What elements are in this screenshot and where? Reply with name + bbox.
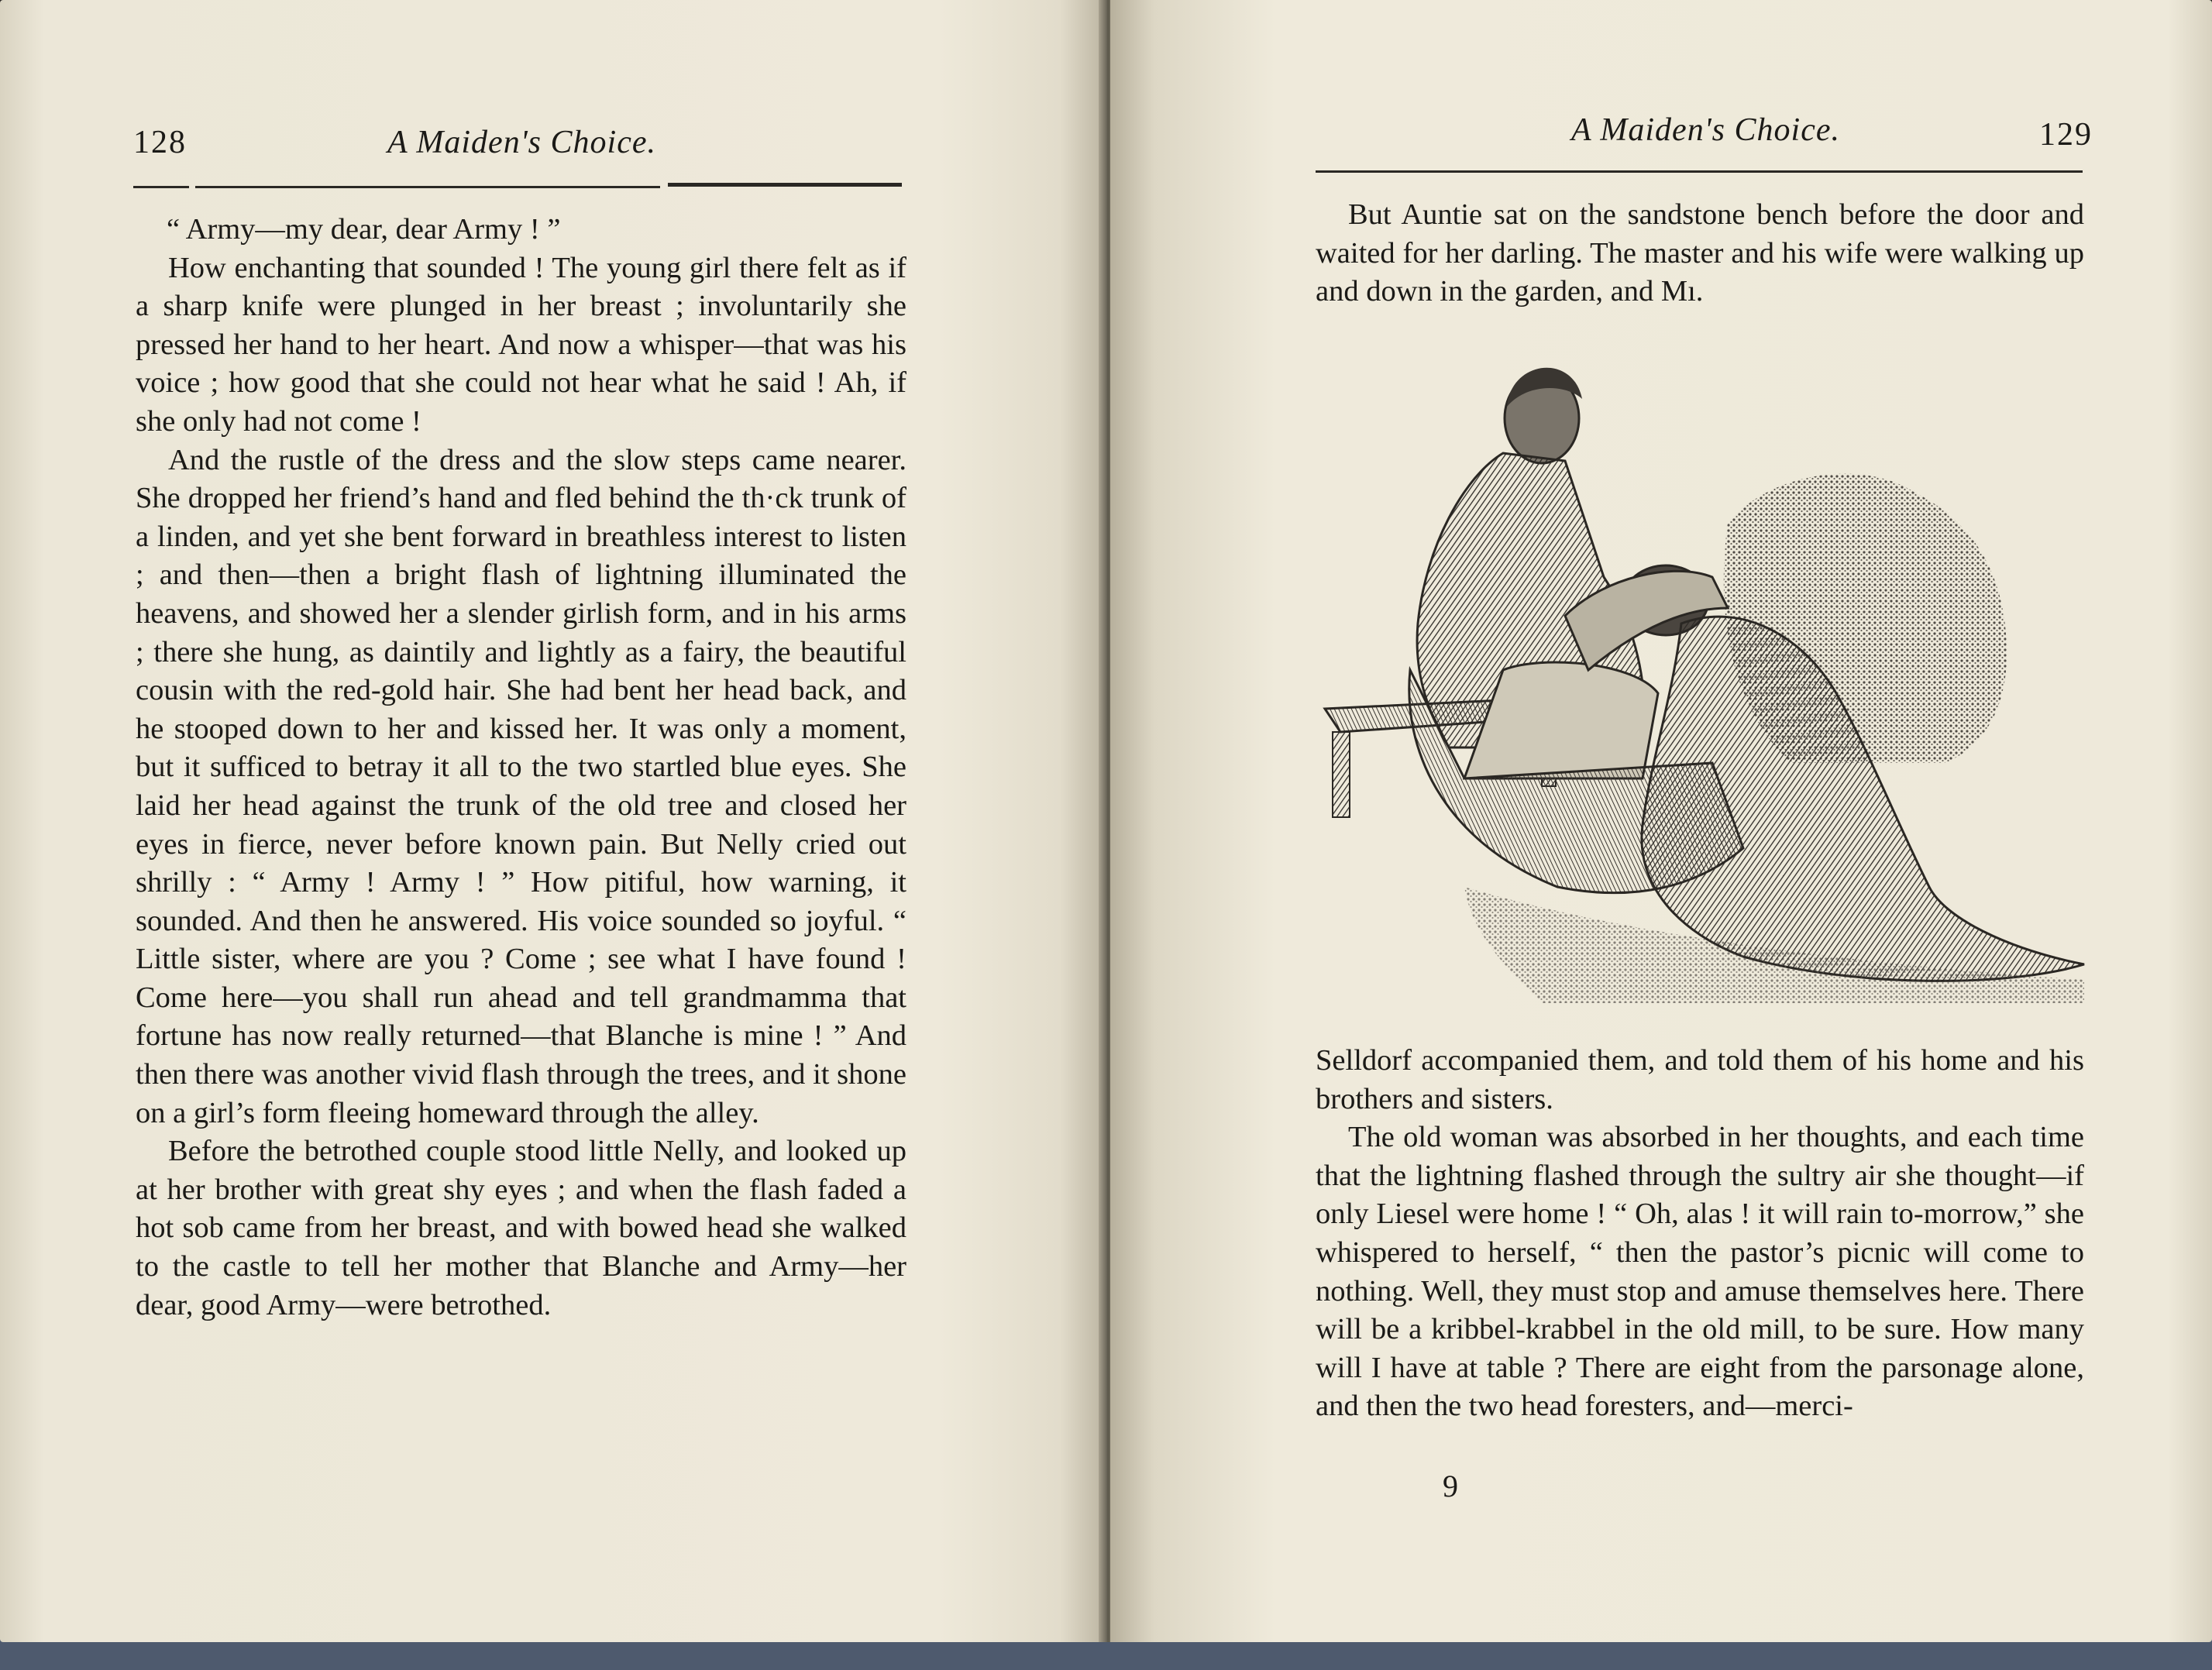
- left-header-rule-2: [195, 186, 660, 188]
- left-paragraph-4: Before the betrothed couple stood little Nelly, and looked up at her brother with great shy eyes ; and when the flash faded a hot sob came from her breast, and with bowed head she walked to the castle to tell her mother that Blanche and Army—her dear, good Army—were betrothed.: [136, 1135, 906, 1321]
- bench-leg-left: [1333, 732, 1350, 817]
- left-page-body: [136, 211, 906, 1325]
- left-paragraph-1: “ Army—my dear, dear Army ! ”: [167, 213, 561, 246]
- right-running-head-title: A Maiden's Choice.: [1571, 112, 1840, 148]
- right-page-number: 129: [2039, 117, 2093, 153]
- left-paragraph-3: And the rustle of the dress and the slow steps came nearer. She dropped her friend’s hand and fled behind the th·ck trunk of a linden, and yet she bent forward in breathless interest to listen ; and then—then a bright flash of lightning illuminated the heavens, and showed her a slender girlish form, and in his arms ; there she hung, as daintily and lightly as a fairy, the beautiful cousin with the red-gold hair. She had bent her head back, and he stooped down to her and kissed her. It was only a moment, but it sufficed to betray it all to the two startled blue eyes. She laid her head against the trunk of the old tree and closed her eyes in fierce, never before known pain. But Nelly cried out shrilly : “ Army ! Army ! ” How pitiful, how warning, it sounded. And then he answered. His voice sounded so joyful. “ Little sister, where are you ? Come ; see what I have found ! Come here—you shall run ahead and tell grandmamma that fortune has now really returned—that Blanche is mine ! ” And then there was another vivid flash through the trees, and it shone on a girl’s form fleeing homeward through the alley.: [136, 443, 906, 1129]
- right-header-rule: [1316, 170, 2083, 173]
- left-header-rule-3: [668, 183, 902, 187]
- right-paragraph-top: But Auntie sat on the sandstone bench before the door and waited for her darling. The master and his wife were walking up and down in the garden, and Mı.: [1316, 198, 2084, 308]
- signature-mark: 9: [1443, 1469, 1458, 1503]
- left-page-number: 128: [133, 125, 187, 160]
- left-paragraph-2: How enchanting that sounded ! The young girl there felt as if a sharp knife were plunged in her breast ; involuntarily she pressed her hand to her heart. And now a whisper—that was his voice ; how good that she could not hear what he said ! Ah, if she only had not come !: [136, 251, 906, 438]
- left-running-head: [387, 124, 656, 161]
- left-header-rule-1: [133, 186, 189, 188]
- left-page-header: [133, 124, 187, 161]
- right-page-top-body: [1316, 196, 2084, 311]
- right-running-head: [1571, 112, 1840, 149]
- right-paragraph-bottom-1: Selldorf accompanied them, and told them of his home and his brothers and sisters.: [1316, 1044, 2084, 1115]
- right-page-bottom-body: [1316, 1042, 2084, 1426]
- right-page-header: [2039, 116, 2093, 153]
- right-paragraph-bottom-2: The old woman was absorbed in her thoughts, and each time that the lightning flashed through the sultry air she thought—if only Liesel were home ! “ Oh, alas ! it will rain to-morrow,” she whispered to herself, “ then the pastor’s picnic will come to nothing. Well, they must stop and amuse themselves here. There will be a kribbel-krabbel in the old mill, to be sure. How many will I have at table ? There are eight from the parsonage alone, and then the two head foresters, and—merci-: [1316, 1121, 2084, 1423]
- engraving-illustration: [1309, 345, 2092, 1003]
- left-running-head-title: A Maiden's Choice.: [387, 125, 656, 160]
